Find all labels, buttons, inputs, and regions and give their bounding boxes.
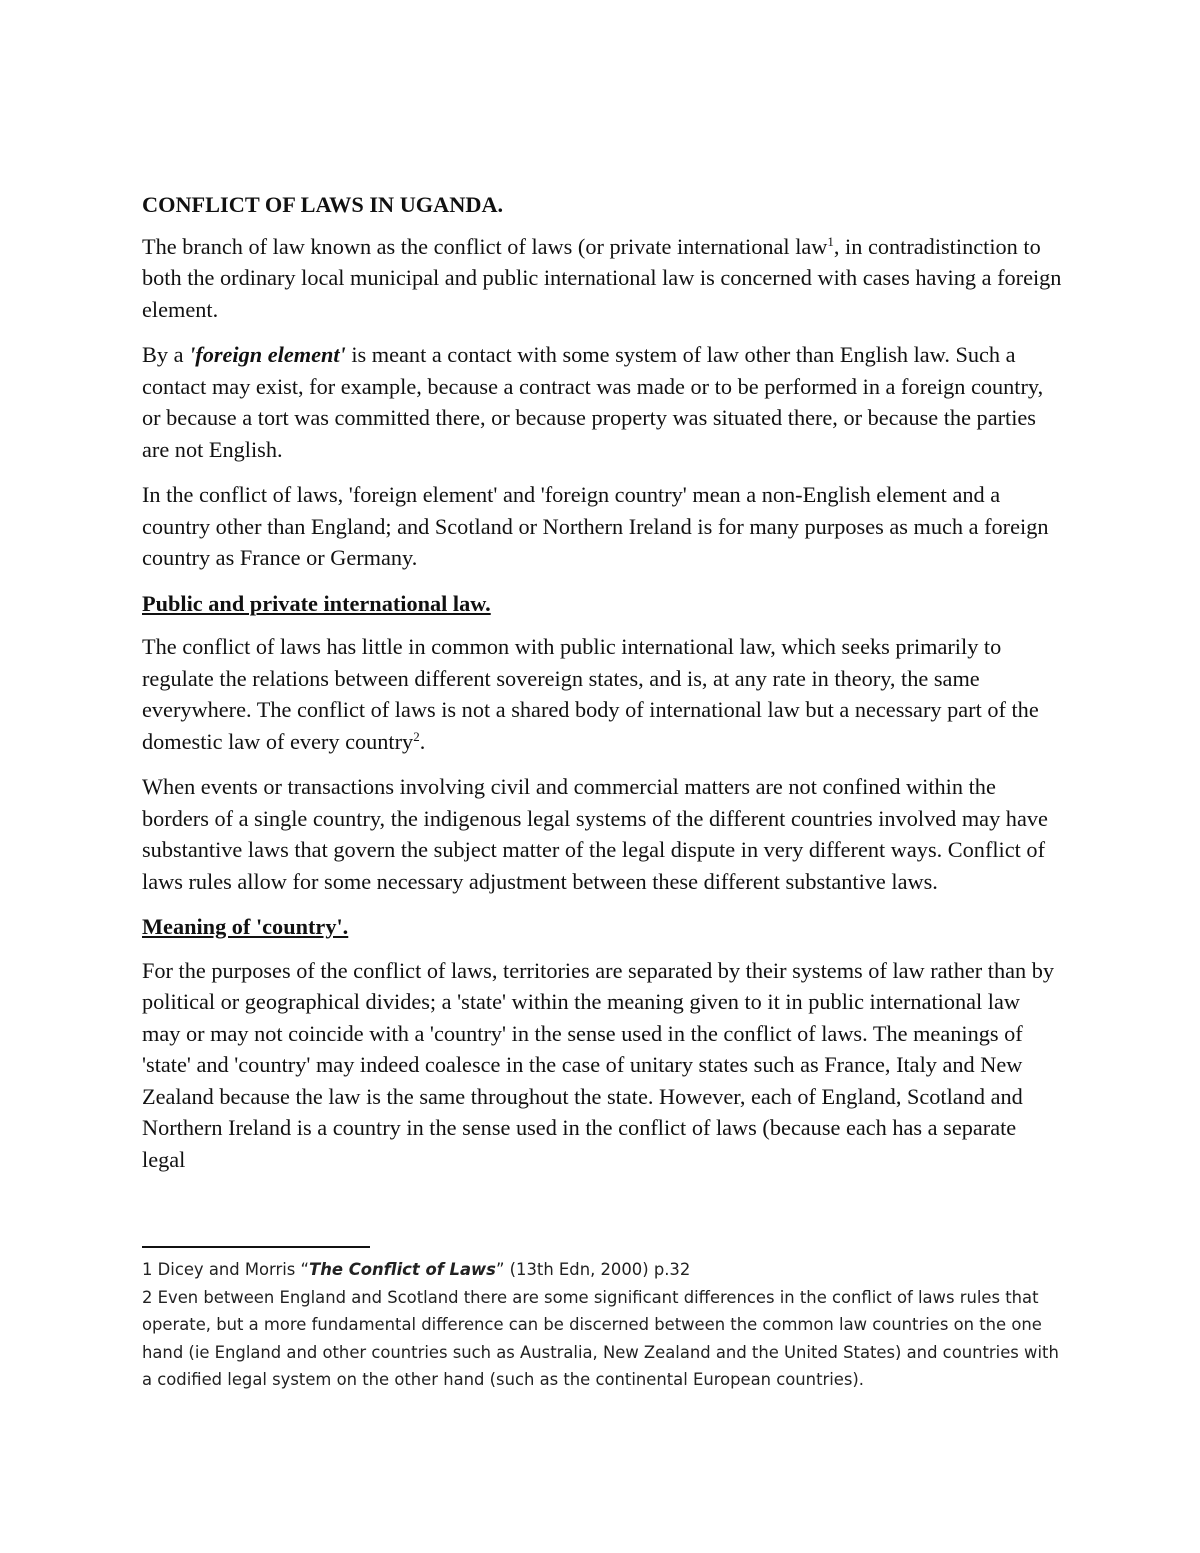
- footnote-2-text: Even between England and Scotland there are some significant differences in the conflict of laws rules that operate, but a more fundamental difference can be discerned between the common law countries on the one hand (ie England and other countries such as Australia, New Zealand and the United States) and countries with a codified legal system on the other hand (such as the continental European countries).: [142, 1287, 1059, 1389]
- footnotes: [142, 1256, 1062, 1394]
- section-heading-meaning-country: Meaning of 'country'.: [142, 914, 349, 939]
- footnote-ref-2[interactable]: 2: [413, 728, 420, 744]
- footnote-1-text-a: Dicey and Morris “: [152, 1260, 310, 1279]
- paragraph-6: For the purposes of the conflict of laws, territories are separated by their systems of law rather than by political or geographical divides; a 'state' within the meaning given to it in public international law may or may not coincide with a 'country' in the sense used in the conflict of laws. The meanings of 'state' and 'country' may indeed coalesce in the case of unitary states such as France, Italy and New Zealand because the law is the same throughout the state. However, each of England, Scotland and Northern Ireland is a country in the sense used in the conflict of laws (because each has a separate legal: [142, 957, 1055, 1172]
- paragraph-1-text-b: , in contradistinction to both the ordinary local municipal and public international law is concerned with cases having a foreign element.: [142, 233, 1062, 322]
- paragraph-1-text-a: The branch of law known as the conflict of laws (or private international law: [142, 233, 828, 259]
- footnote-1: [142, 1256, 1062, 1284]
- footnote-1-number: 1: [142, 1260, 153, 1279]
- foreign-element-emphasis: 'foreign element': [189, 342, 346, 367]
- paragraph-4: [142, 631, 1062, 757]
- paragraph-5: When events or transactions involving civil and commercial matters are not confined within the borders of a single country, the indigenous legal systems of the different countries involved may have substantive laws that govern the subject matter of the legal dispute in very different ways. Conflict of laws rules allow for some necessary adjustment between these different substantive laws.: [142, 774, 1048, 894]
- paragraph-2-text-b: is meant a contact with some system of law other than English law. Such a contact may exist, for example, because a contract was made or to be performed in a foreign country, or because a tort was committed there, or because property was situated there, or because the parties are not English.: [142, 342, 1044, 462]
- footnote-1-text-b: ” (13th Edn, 2000) p.32: [495, 1260, 691, 1279]
- paragraph-3: In the conflict of laws, 'foreign element' and 'foreign country' mean a non-English element and a country other than England; and Scotland or Northern Ireland is for many purposes as much a foreign country as France or Germany.: [142, 482, 1049, 570]
- paragraph-4-text-b: .: [419, 728, 426, 754]
- footnote-ref-1[interactable]: 1: [827, 233, 834, 249]
- footnote-1-book-title: The Conflict of Laws: [309, 1260, 496, 1279]
- paragraph-2-text-a: By a: [142, 342, 190, 367]
- document-body: [142, 189, 1062, 1189]
- paragraph-1: [142, 231, 1062, 326]
- paragraph-2: [142, 339, 1062, 465]
- footnote-2: [142, 1284, 1062, 1394]
- footnote-separator: [142, 1246, 370, 1248]
- section-heading-public-private: Public and private international law.: [142, 590, 491, 616]
- document-title: CONFLICT OF LAWS IN UGANDA.: [142, 192, 504, 217]
- footnote-2-number: 2: [142, 1287, 153, 1307]
- paragraph-4-text-a: The conflict of laws has little in common with public international law, which seeks primarily to regulate the relations between different sovereign states, and is, at any rate in theory, the same everywhere. The conflict of laws is not a shared body of international law but a necessary part of the domestic law of every country: [142, 634, 1039, 754]
